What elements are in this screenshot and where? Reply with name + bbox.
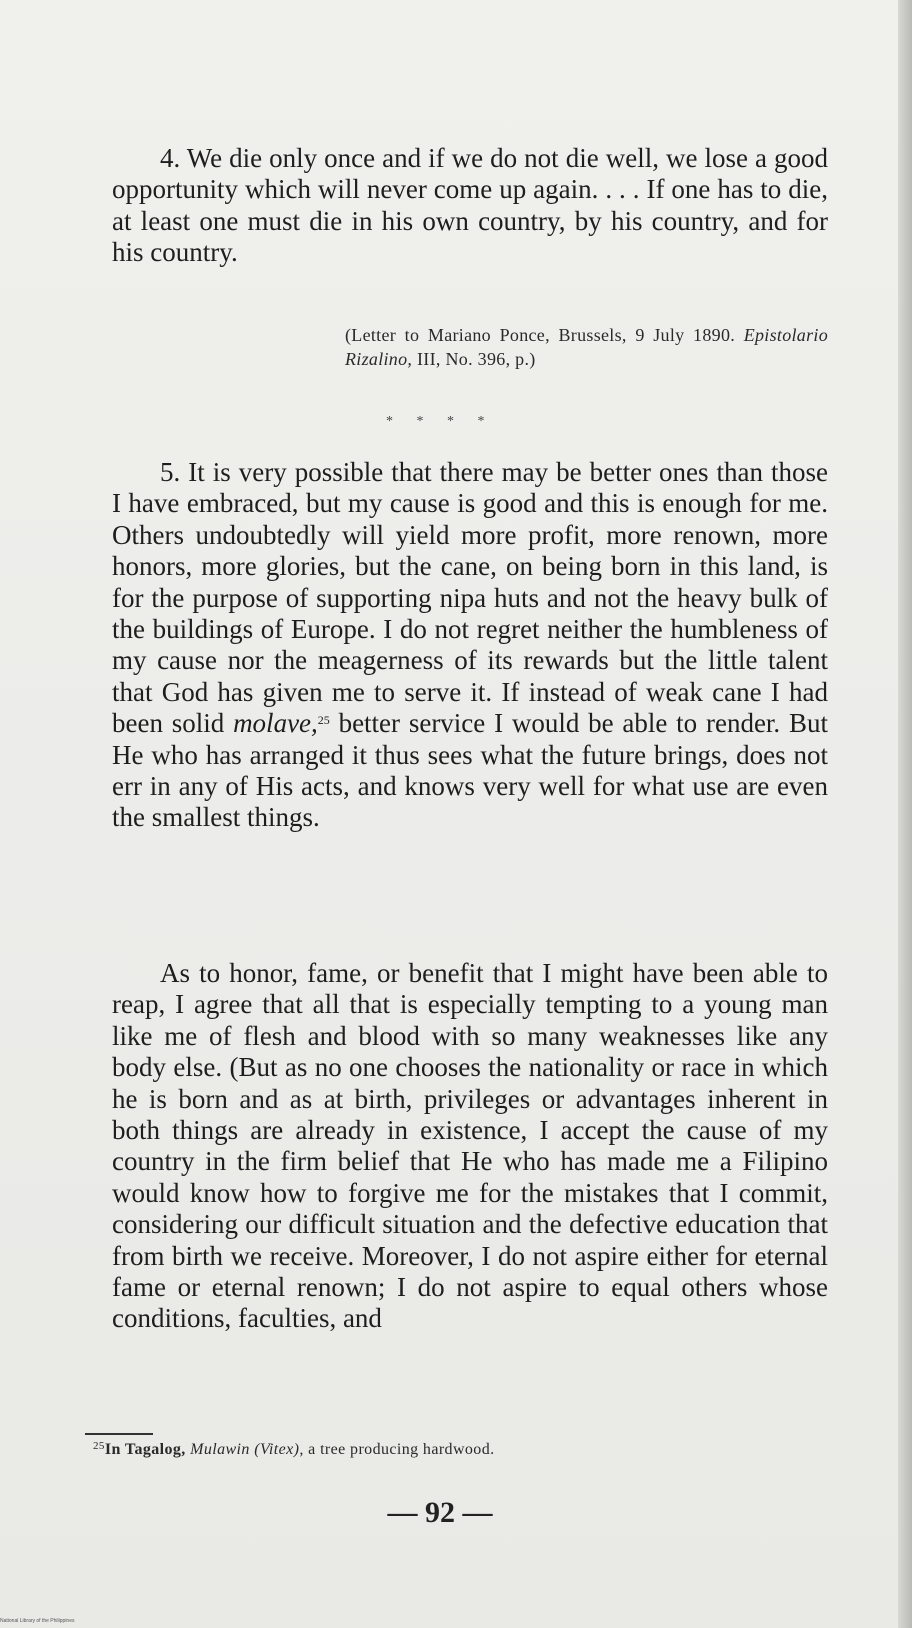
section-separator: * * * * — [386, 414, 495, 429]
citation-source-title: Epistolario Rizalino, — [345, 325, 828, 369]
citation — [345, 324, 828, 371]
footnote-rule — [85, 1433, 153, 1435]
footnote-reference: 25 — [317, 713, 330, 728]
page-edge — [898, 0, 912, 1628]
library-credit: National Library of the Philippines — [0, 1618, 75, 1624]
footnote-text: a tree producing hardwood. — [303, 1441, 495, 1458]
paragraph-6: As to honor, fame, or benefit that I might have been able to reap, I agree that all that is especially tempting to a young man like me of flesh and blood with so many weaknesses like any body else. (But as no one chooses the nationality or race in which he is born and as at birth, privileges or advantages inherent in both things are already in existence, I accept the cause of my country in the firm belief that He who has made me a Filipino would know how to forgive me for the mistakes that I commit, considering our difficult situation and the defective education that from birth we receive. Moreover, I do not aspire either for eternal fame or eternal renown; I do not aspire to equal others whose conditions, faculties, and — [112, 958, 828, 1334]
footnote — [85, 1440, 805, 1459]
footnote-term: Mulawin — [190, 1441, 250, 1458]
footnote-scientific-name: (Vitex), — [254, 1441, 304, 1458]
citation-prefix: (Letter to Mariano Ponce, Brussels, 9 July 1890. — [345, 325, 744, 345]
paragraph-4: 4. We die only once and if we do not die well, we lose a good opportunity which will never come up again. . . . If one has to die, at least one must die in his own country, by his country, and for his country. — [112, 143, 828, 268]
citation-suffix: III, No. 396, p.) — [412, 348, 536, 369]
paragraph-5-continuation: better service I would be able to render. But He who has arranged it thus sees what the future brings, does not err in any of His acts, and knows very well for what use are even the smallest things. — [112, 708, 828, 833]
footnote-number: 25 — [93, 1440, 105, 1452]
paragraph-5 — [112, 457, 828, 834]
page-number: — 92 — — [387, 1496, 493, 1529]
paragraph-5-text: 5. It is very possible that there may be better ones than those I have embraced, but my cause is good and this is enough for me. Others undoubtedly will yield more profit, more renown, more honors, more glories, but the cane, on being born in this land, is for the purpose of supporting nipa huts and not the heavy bulk of the buildings of Europe. I do not regret neither the humbleness of my cause nor the meagerness of its rewards but the little talent that God has given me to serve it. If instead of weak cane I had been solid — [112, 457, 828, 739]
footnote-label: In Tagalog, — [104, 1441, 186, 1458]
paragraph-5-italic-word: molave, — [233, 708, 318, 739]
